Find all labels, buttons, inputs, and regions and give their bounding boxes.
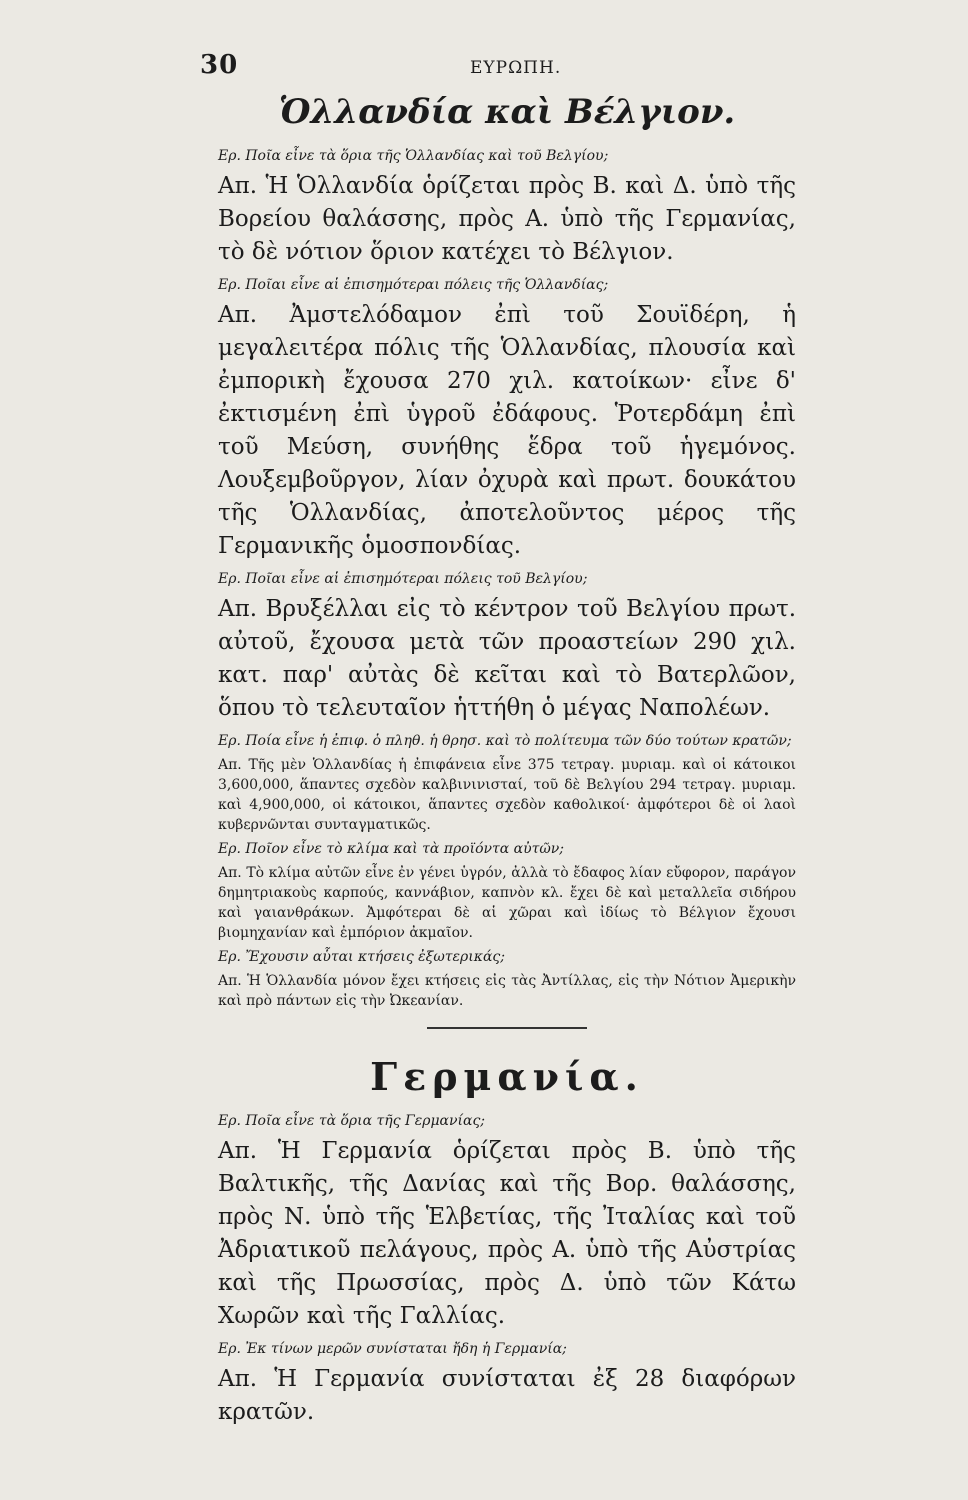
answer: Απ. Ἡ Ὁλλανδία ὁρίζεται πρὸς Β. καὶ Δ. ὑπὸ τῆς Βορείου θαλάσσης, πρὸς Α. ὑπὸ τῆς Γερμανίας, τὸ δὲ νότιον ὅριον κατέχει τὸ Βέλγιον. bbox=[218, 173, 796, 265]
question: Ερ. Ποῖα εἶνε τὰ ὅρια τῆς Γερμανίας; bbox=[218, 1113, 486, 1129]
answer: Απ. Τῆς μὲν Ὁλλανδίας ἡ ἐπιφάνεια εἶνε 375 τετραγ. μυριαμ. καὶ οἱ κάτοικοι 3,600,000, ἅπαντες σχεδὸν καλβινινισταί, τοῦ δὲ Βελγίου 294 τετραγ. μυριαμ. καὶ 4,900,000, οἱ κάτοικοι, ἅπαντες σχεδὸν καθολικοί· ἀμφότεροι δὲ οἱ λαοὶ κυβερνῶνται συνταγματικῶς. bbox=[218, 757, 796, 833]
running-head: ΕΥΡΩΠΗ. bbox=[470, 58, 562, 78]
page-content bbox=[218, 90, 796, 1435]
question: Ερ. Ποία εἶνε ἡ ἐπιφ. ὁ πληθ. ἡ θρησ. καὶ τὸ πολίτευμα τῶν δύο τούτων κρατῶν; bbox=[218, 733, 792, 749]
page-header bbox=[200, 50, 780, 90]
question: Ερ. Ποῖον εἶνε τὸ κλίμα καὶ τὰ προϊόντα αὐτῶν; bbox=[218, 841, 565, 857]
question: Ερ. Ποῖαι εἶνε αἱ ἐπισημότεραι πόλεις τοῦ Βελγίου; bbox=[218, 571, 588, 587]
answer: Απ. Ἀμστελόδαμον ἐπὶ τοῦ Σουϊδέρη, ἡ μεγαλειτέρα πόλις τῆς Ὁλλανδίας, πλουσία καὶ ἐμπορικὴ ἔχουσα 270 χιλ. κατοίκων· εἶνε δ' ἐκτισμένη ἐπὶ ὑγροῦ ἐδάφους. Ῥοτερδάμη ἐπὶ τοῦ Μεύση, συνήθης ἕδρα τοῦ ἡγεμόνος. Λουξεμβοῦργον, λίαν ὀχυρὰ καὶ πρωτ. δουκάτου τῆς Ὁλλανδίας, ἀποτελοῦντος μέρος τῆς Γερμανικῆς ὁμοσπονδίας. bbox=[218, 302, 796, 559]
page-number: 30 bbox=[200, 50, 239, 80]
question: Ερ. Ἔχουσιν αὗται κτήσεις ἐξωτερικάς; bbox=[218, 949, 505, 965]
question: Ερ. Ποῖα εἶνε τὰ ὅρια τῆς Ὁλλανδίας καὶ τοῦ Βελγίου; bbox=[218, 148, 609, 164]
answer: Απ. Τὸ κλίμα αὐτῶν εἶνε ἐν γένει ὑγρόν, ἀλλὰ τὸ ἔδαφος λίαν εὔφορον, παράγον δημητριακοὺς καρπούς, καννάβιον, καπνὸν κλ. ἔχει δὲ καὶ μεταλλεῖα σιδήρου καὶ γαιανθράκων. Ἀμφότεραι δὲ αἱ χῶραι καὶ ἰδίως τὸ Βέλγιον ἔχουσι βιομηχανίαν καὶ ἐμπόριον ἀκμαῖον. bbox=[218, 865, 796, 941]
section-title-holland-belgium: Ὁλλανδία καὶ Βέλγιον. bbox=[278, 92, 736, 132]
answer: Απ. Ἡ Ὁλλανδία μόνον ἔχει κτήσεις εἰς τὰς Ἀντίλλας, εἰς τὴν Νότιον Ἀμερικὴν καὶ πρὸ πάντων εἰς τὴν Ὠκεανίαν. bbox=[218, 973, 796, 1009]
answer: Απ. Ἡ Γερμανία ὁρίζεται πρὸς Β. ὑπὸ τῆς Βαλτικῆς, τῆς Δανίας καὶ τῆς Βορ. θαλάσσης, πρὸς Ν. ὑπὸ τῆς Ἑλβετίας, τῆς Ἰταλίας καὶ τοῦ Ἀδριατικοῦ πελάγους, πρὸς Α. ὑπὸ τῆς Αὐστρίας καὶ τῆς Πρωσσίας, πρὸς Δ. ὑπὸ τῶν Κάτω Χωρῶν καὶ τῆς Γαλλίας. bbox=[218, 1138, 796, 1329]
question: Ερ. Ἐκ τίνων μερῶν συνίσταται ἤδη ἡ Γερμανία; bbox=[218, 1341, 567, 1357]
answer: Απ. Βρυξέλλαι εἰς τὸ κέντρον τοῦ Βελγίου πρωτ. αὐτοῦ, ἔχουσα μετὰ τῶν προαστείων 290 χιλ. κατ. παρ' αὐτὰς δὲ κεῖται καὶ τὸ Βατερλῶον, ὅπου τὸ τελευταῖον ἡττήθη ὁ μέγας Ναπολέων. bbox=[218, 596, 796, 721]
section-title-germany: Γερμανία. bbox=[370, 1054, 644, 1099]
question: Ερ. Ποῖαι εἶνε αἱ ἐπισημότεραι πόλεις τῆς Ὁλλανδίας; bbox=[218, 277, 609, 293]
answer: Απ. Ἡ Γερμανία συνίσταται ἐξ 28 διαφόρων κρατῶν. bbox=[218, 1366, 796, 1425]
section-divider bbox=[427, 1027, 587, 1029]
